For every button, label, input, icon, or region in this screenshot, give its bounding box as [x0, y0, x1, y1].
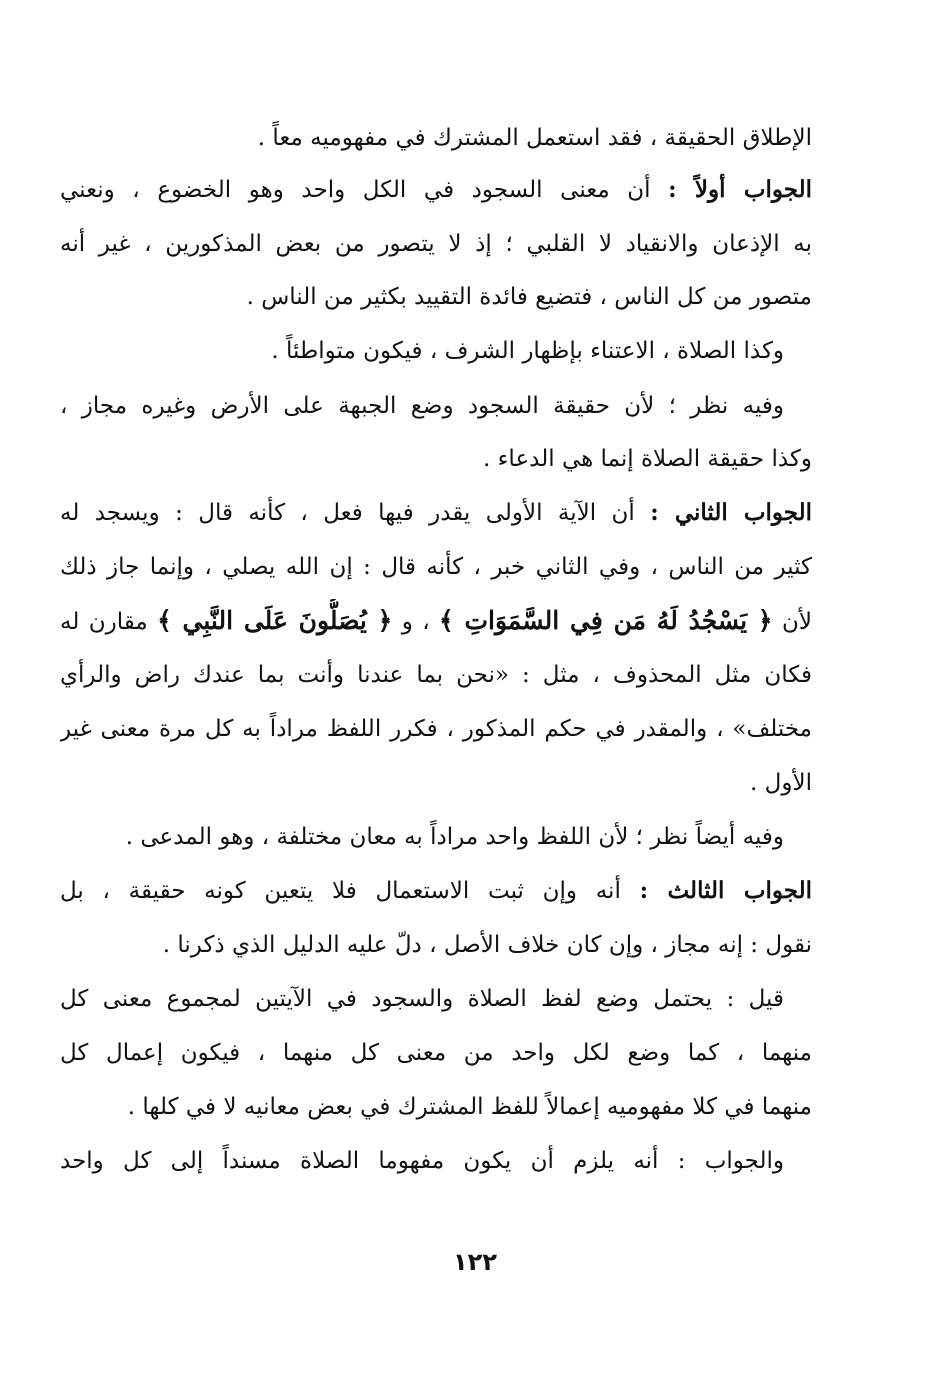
- text-line: الأول .: [750, 770, 812, 796]
- text-line: وفيه نظر ؛ لأن حقيقة السجود وضع الجبهة على الأرض وغيره مجاز ،: [60, 393, 784, 419]
- text-line: وفيه أيضاً نظر ؛ لأن اللفظ واحد مراداً به معان مختلفة ، وهو المدعى .: [125, 824, 784, 850]
- text-line: منهما ، كما وضع لكل واحد من معنى كل منهما ، فيكون إعمال كل: [60, 1040, 812, 1066]
- text-line: به الإذعان والانقياد لا القلبي ؛ إذ لا يتصور من بعض المذكورين ، غير أنه: [60, 231, 812, 257]
- page-number: ١٢٢: [453, 1248, 497, 1276]
- paragraph-first-answer: الجواب أولاً : أن معنى السجود في الكل واحد وهو الخضوع ، ونعني: [60, 176, 812, 203]
- text-line: الإطلاق الحقيقة ، فقد استعمل المشترك في مفهوميه معاً .: [257, 125, 812, 151]
- text-line: قيل : يحتمل وضع لفظ الصلاة والسجود في الآيتين لمجموع معنى كل: [60, 986, 784, 1012]
- text-line: نقول : إنه مجاز ، وإن كان خلاف الأصل ، دلّ عليه الدليل الذي ذكرنا .: [162, 932, 812, 958]
- text-line-with-verses: لأن ﴿ يَسْجُدُ لَهُ مَن فِي السَّمَوَاتِ ﴾ ، و ﴿ يُصَلُّونَ عَلَى النَّبِي ﴾ مقارن له: [60, 606, 812, 635]
- text-line: مختلف» ، والمقدر في حكم المذكور ، فكرر اللفظ مراداً به كل مرة معنى غير: [60, 716, 812, 742]
- heading-second-answer: الجواب الثاني :: [650, 499, 812, 526]
- heading-first-answer: الجواب أولاً :: [668, 176, 812, 203]
- text-line: وكذا حقيقة الصلاة إنما هي الدعاء .: [483, 446, 812, 472]
- paragraph-second-answer: الجواب الثاني : أن الآية الأولى يقدر فيها فعل ، كأنه قال : ويسجد له: [60, 499, 812, 526]
- text-line: كثير من الناس ، وفي الثاني خبر ، كأنه قال : إن الله يصلي ، وإنما جاز ذلك: [60, 554, 812, 580]
- text-line: متصور من كل الناس ، فتضيع فائدة التقييد بكثير من الناس .: [246, 284, 812, 310]
- quran-verse-1: ﴿ يَسْجُدُ لَهُ مَن فِي السَّمَوَاتِ ﴾: [439, 606, 773, 635]
- text-line: منهما في كلا مفهوميه إعمالاً للفظ المشترك في بعض معانيه لا في كلها .: [127, 1094, 812, 1120]
- paragraph-third-answer: الجواب الثالث : أنه وإن ثبت الاستعمال فلا يتعين كونه حقيقة ، بل: [60, 877, 812, 904]
- heading-third-answer: الجواب الثالث :: [639, 877, 812, 904]
- quran-verse-2: ﴿ يُصَلُّونَ عَلَى النَّبِي ﴾: [157, 606, 393, 635]
- text-line: فكان مثل المحذوف ، مثل : «نحن بما عندنا وأنت بما عندك راض والرأي: [60, 662, 812, 688]
- text-line: وكذا الصلاة ، الاعتناء بإظهار الشرف ، فيكون متواطئاً .: [271, 338, 784, 364]
- text-line: والجواب : أنه يلزم أن يكون مفهوما الصلاة مسنداً إلى كل واحد: [60, 1148, 784, 1174]
